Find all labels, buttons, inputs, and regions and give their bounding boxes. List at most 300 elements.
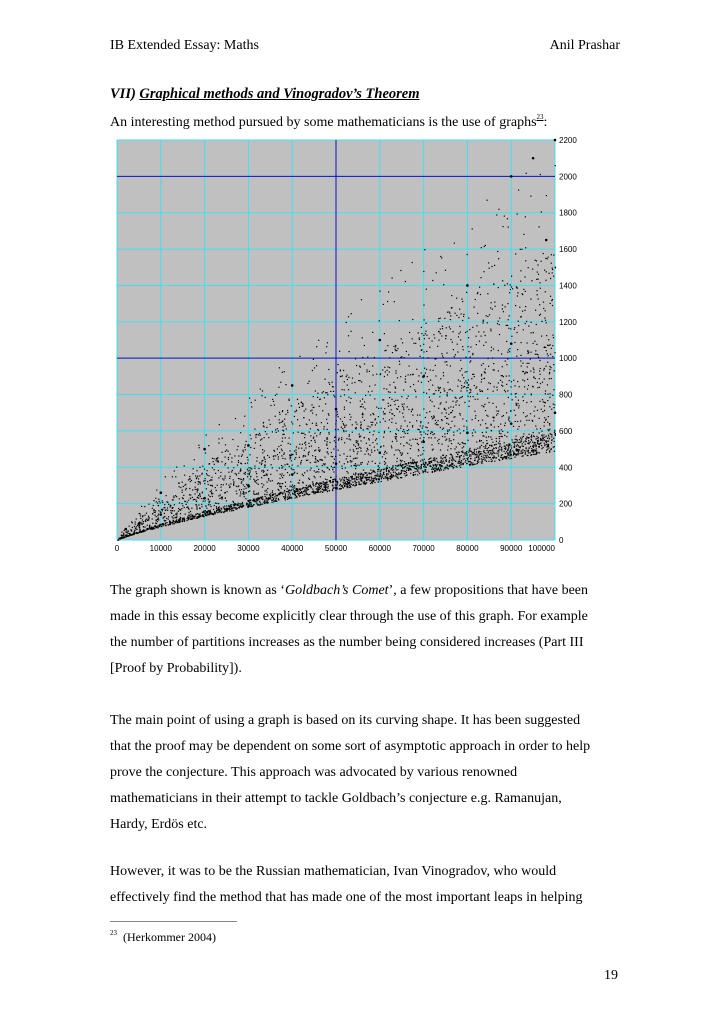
comet-point (458, 317, 459, 318)
comet-point (502, 431, 503, 432)
comet-point (551, 409, 552, 410)
comet-point (294, 472, 295, 473)
comet-point (377, 476, 378, 477)
comet-point (402, 404, 403, 405)
comet-point (399, 320, 400, 321)
comet-point (164, 520, 165, 521)
comet-point (121, 535, 122, 536)
comet-point (517, 214, 518, 215)
comet-point (545, 390, 546, 391)
comet-point (546, 419, 547, 420)
comet-point (435, 365, 436, 366)
comet-point (534, 411, 535, 412)
comet-point (248, 487, 249, 488)
comet-point (515, 449, 516, 450)
comet-point (188, 517, 189, 518)
comet-point (355, 422, 356, 423)
comet-point (508, 328, 509, 329)
comet-point (318, 469, 319, 470)
comet-point (473, 454, 474, 455)
comet-point (484, 271, 485, 272)
comet-point (360, 450, 361, 451)
comet-point (143, 530, 144, 531)
comet-point (193, 499, 194, 500)
comet-point (474, 457, 475, 458)
comet-point (449, 326, 450, 327)
comet-point (417, 470, 418, 471)
y-tick-label-4: 800 (559, 390, 573, 400)
comet-point (443, 461, 444, 462)
comet-point (521, 249, 522, 250)
comet-point (271, 464, 272, 465)
comet-point (224, 511, 225, 512)
comet-point (525, 291, 526, 292)
comet-point (429, 389, 430, 390)
comet-point (200, 483, 201, 484)
comet-point (528, 452, 529, 453)
comet-point (507, 218, 508, 219)
comet-point (328, 413, 329, 414)
comet-point (265, 496, 266, 497)
comet-point (349, 351, 350, 352)
comet-point (276, 432, 277, 433)
comet-point (389, 357, 390, 358)
comet-point (498, 209, 499, 210)
comet-point (520, 453, 521, 454)
comet-point (523, 436, 524, 437)
comet-point (304, 410, 305, 411)
comet-point (533, 447, 534, 448)
comet-point (518, 325, 519, 326)
comet-point (539, 360, 540, 361)
comet-point (483, 321, 484, 322)
comet-point (432, 401, 433, 402)
comet-point (435, 470, 436, 471)
comet-point (262, 504, 263, 505)
comet-point (278, 446, 279, 447)
comet-point (219, 510, 220, 511)
comet-point (517, 453, 518, 454)
comet-point (341, 488, 342, 489)
x-tick-label-5: 50000 (324, 544, 348, 553)
comet-point (294, 491, 295, 492)
comet-point (333, 448, 334, 449)
comet-point (492, 403, 493, 404)
comet-point (519, 442, 520, 443)
comet-point (258, 494, 259, 495)
comet-point (396, 429, 397, 430)
comet-point (369, 439, 370, 440)
comet-point (192, 516, 193, 517)
comet-point (473, 396, 474, 397)
comet-point (537, 264, 538, 265)
comet-point (545, 310, 546, 311)
comet-point (461, 368, 462, 369)
comet-point (527, 455, 528, 456)
comet-point (472, 463, 473, 464)
comet-point (390, 475, 391, 476)
comet-point (195, 493, 196, 494)
comet-point (329, 469, 330, 470)
comet-point (393, 475, 394, 476)
comet-point (207, 475, 208, 476)
comet-point (362, 414, 363, 415)
comet-point (327, 441, 328, 442)
comet-point (493, 420, 494, 421)
comet-point (205, 480, 206, 481)
comet-point (226, 505, 227, 506)
comet-point (457, 430, 458, 431)
comet-point (251, 406, 252, 407)
comet-point (500, 443, 501, 444)
comet-point (555, 165, 556, 166)
comet-point (251, 506, 252, 507)
comet-point (279, 468, 280, 469)
comet-point (459, 428, 460, 429)
comet-point (520, 270, 521, 271)
comet-point (455, 404, 456, 405)
comet-point (152, 523, 153, 524)
comet-point (361, 478, 362, 479)
comet-point (320, 449, 321, 450)
comet-point (371, 450, 372, 451)
comet-point (312, 455, 313, 456)
comet-point (493, 417, 494, 418)
comet-point (303, 487, 304, 488)
comet-point (504, 435, 505, 436)
comet-point (312, 423, 313, 424)
comet-point (488, 456, 489, 457)
comet-point (466, 429, 467, 430)
comet-point (310, 428, 311, 429)
comet-point (246, 488, 247, 489)
comet-point (432, 434, 433, 435)
comet-point (475, 454, 476, 455)
comet-point (548, 445, 549, 446)
comet-point (474, 411, 475, 412)
comet-point (369, 432, 370, 433)
comet-point (329, 442, 330, 443)
comet-point (198, 495, 199, 496)
comet-point (326, 346, 327, 347)
comet-point (199, 475, 200, 476)
comet-point (224, 492, 225, 493)
comet-point (275, 416, 276, 417)
comet-point (169, 524, 170, 525)
comet-point (508, 457, 509, 458)
comet-point (472, 374, 473, 375)
comet-point (382, 369, 383, 370)
comet-point (149, 517, 150, 518)
comet-point (441, 353, 442, 354)
comet-point (340, 418, 341, 419)
comet-point (528, 326, 529, 327)
comet-point (291, 405, 292, 406)
comet-point (268, 437, 269, 438)
comet-point (184, 521, 185, 522)
comet-point (541, 431, 542, 432)
comet-point (273, 501, 274, 502)
comet-point (486, 315, 487, 316)
comet-point (397, 377, 398, 378)
comet-point (531, 394, 532, 395)
y-tick-label-3: 600 (559, 426, 573, 436)
comet-point (525, 247, 526, 248)
comet-point (316, 466, 317, 467)
comet-point (517, 421, 518, 422)
comet-point (254, 466, 255, 467)
comet-point (344, 381, 345, 382)
section-heading: Graphical methods and Vinogradov’s Theorem (139, 86, 420, 102)
comet-point (215, 513, 216, 514)
comet-point (340, 484, 341, 485)
comet-point (220, 510, 221, 511)
comet-point (434, 393, 435, 394)
comet-point (207, 470, 208, 471)
intro-sentence: An interesting method pursued by some mathematicians is the use of graphs (110, 115, 537, 130)
comet-point (549, 397, 550, 398)
comet-point (337, 411, 338, 412)
comet-point (523, 455, 524, 456)
comet-point (427, 472, 428, 473)
comet-point (204, 483, 205, 484)
comet-point (412, 262, 413, 263)
comet-point (479, 454, 480, 455)
comet-point (489, 450, 490, 451)
comet-point (540, 174, 541, 175)
comet-point (452, 410, 453, 411)
data-point-6 (335, 462, 338, 465)
comet-point (522, 311, 523, 312)
comet-point (134, 526, 135, 527)
comet-point (464, 386, 465, 387)
comet-point (270, 424, 271, 425)
comet-point (316, 425, 317, 426)
comet-point (402, 467, 403, 468)
comet-point (214, 458, 215, 459)
comet-point (343, 431, 344, 432)
comet-point (496, 444, 497, 445)
intro-text (110, 113, 547, 131)
comet-point (330, 482, 331, 483)
comet-point (458, 336, 459, 337)
comet-point (533, 376, 534, 377)
comet-point (403, 416, 404, 417)
comet-point (152, 513, 153, 514)
comet-point (436, 424, 437, 425)
comet-point (547, 345, 548, 346)
comet-point (487, 316, 488, 317)
comet-point (125, 532, 126, 533)
comet-point (448, 407, 449, 408)
comet-point (501, 375, 502, 376)
comet-point (346, 425, 347, 426)
comet-point (240, 463, 241, 464)
comet-point (179, 520, 180, 521)
comet-point (359, 465, 360, 466)
comet-point (523, 412, 524, 413)
comet-point (401, 472, 402, 473)
comet-point (548, 339, 549, 340)
comet-point (279, 493, 280, 494)
comet-point (307, 470, 308, 471)
comet-point (374, 419, 375, 420)
comet-point (496, 438, 497, 439)
comet-point (404, 357, 405, 358)
comet-point (357, 451, 358, 452)
comet-point (447, 312, 448, 313)
comet-point (235, 504, 236, 505)
comet-point (240, 493, 241, 494)
comet-point (176, 522, 177, 523)
comet-point (338, 439, 339, 440)
comet-point (298, 432, 299, 433)
comet-point (142, 524, 143, 525)
comet-point (511, 276, 512, 277)
comet-point (118, 539, 119, 540)
comet-point (149, 525, 150, 526)
comet-point (309, 432, 310, 433)
comet-point (516, 446, 517, 447)
comet-point (208, 475, 209, 476)
comet-point (185, 489, 186, 490)
comet-point (195, 475, 196, 476)
comet-point (400, 428, 401, 429)
comet-point (523, 329, 524, 330)
comet-point (420, 431, 421, 432)
comet-point (351, 477, 352, 478)
footnote-ref[interactable]: 23 (536, 113, 544, 121)
comet-point (344, 427, 345, 428)
comet-point (259, 462, 260, 463)
comet-point (306, 485, 307, 486)
comet-point (400, 443, 401, 444)
comet-point (290, 481, 291, 482)
comet-point (461, 463, 462, 464)
comet-point (439, 388, 440, 389)
comet-point (210, 506, 211, 507)
comet-point (218, 470, 219, 471)
comet-point (314, 477, 315, 478)
comet-point (270, 405, 271, 406)
comet-point (324, 472, 325, 473)
comet-point (183, 486, 184, 487)
comet-point (363, 474, 364, 475)
comet-point (395, 370, 396, 371)
comet-point (369, 479, 370, 480)
comet-point (394, 454, 395, 455)
comet-point (456, 452, 457, 453)
comet-point (190, 481, 191, 482)
comet-point (527, 451, 528, 452)
comet-point (338, 450, 339, 451)
comet-point (199, 493, 200, 494)
comet-point (546, 444, 547, 445)
comet-point (327, 451, 328, 452)
comet-point (441, 412, 442, 413)
comet-point (355, 458, 356, 459)
comet-point (197, 497, 198, 498)
comet-point (533, 432, 534, 433)
comet-point (348, 477, 349, 478)
comet-point (483, 446, 484, 447)
comet-point (420, 345, 421, 346)
comet-point (171, 512, 172, 513)
comet-point (190, 517, 191, 518)
comet-point (141, 506, 142, 507)
comet-point (506, 451, 507, 452)
comet-point (420, 422, 421, 423)
comet-point (534, 416, 535, 417)
comet-point (508, 447, 509, 448)
comet-point (322, 470, 323, 471)
comet-point (364, 363, 365, 364)
comet-point (535, 354, 536, 355)
comet-point (402, 464, 403, 465)
comet-point (197, 476, 198, 477)
comet-point (295, 491, 296, 492)
comet-point (313, 485, 314, 486)
comet-point (506, 325, 507, 326)
comet-point (392, 277, 393, 278)
comet-point (438, 340, 439, 341)
comet-point (324, 464, 325, 465)
comet-point (282, 410, 283, 411)
comet-point (363, 429, 364, 430)
comet-point (507, 390, 508, 391)
comet-point (253, 500, 254, 501)
comet-point (201, 504, 202, 505)
comet-point (162, 509, 163, 510)
comet-point (510, 289, 511, 290)
comet-point (341, 485, 342, 486)
comet-point (520, 421, 521, 422)
comet-point (345, 467, 346, 468)
comet-point (199, 515, 200, 516)
comet-point (388, 427, 389, 428)
comet-point (477, 292, 478, 293)
comet-point (540, 443, 541, 444)
comet-point (190, 494, 191, 495)
comet-point (452, 458, 453, 459)
comet-point (140, 515, 141, 516)
comet-point (460, 414, 461, 415)
comet-point (170, 505, 171, 506)
comet-point (312, 491, 313, 492)
comet-point (217, 461, 218, 462)
comet-point (499, 433, 500, 434)
comet-point (246, 492, 247, 493)
comet-point (549, 450, 550, 451)
comet-point (286, 464, 287, 465)
comet-point (206, 515, 207, 516)
comet-point (197, 490, 198, 491)
comet-point (164, 507, 165, 508)
y-tick-label-2: 400 (559, 463, 573, 473)
comet-point (166, 518, 167, 519)
comet-point (506, 364, 507, 365)
comet-point (546, 442, 547, 443)
comet-point (397, 469, 398, 470)
comet-point (452, 390, 453, 391)
comet-point (442, 355, 443, 356)
comet-point (127, 532, 128, 533)
comet-point (498, 447, 499, 448)
comet-point (210, 510, 211, 511)
comet-point (362, 357, 363, 358)
comet-point (418, 332, 419, 333)
comet-point (327, 479, 328, 480)
